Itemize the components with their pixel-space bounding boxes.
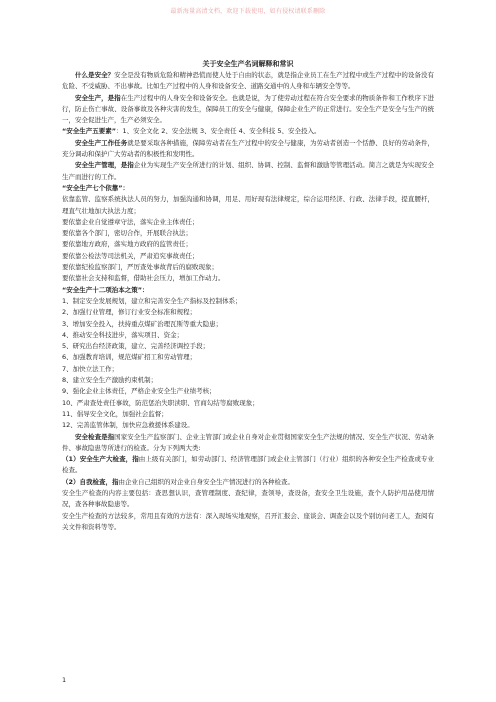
term-work-task: 安全生产工作任务 bbox=[75, 138, 128, 147]
text-self-inspection: 由企业自己组织的对企业自身安全生产情况进行的各种检查。 bbox=[118, 477, 295, 486]
text-safety: 安全是没有物质危险和精神恐慌而使人处于自由的状态，就是指企业员工在生产过程中或生产过程中的设备没有危险、不受威胁、不出事故。比如生产过程中的人身和设备安全、道路交通中的人身和车辆安全等等。 bbox=[62, 71, 435, 91]
paragraph-self-inspection bbox=[62, 477, 434, 488]
document-body bbox=[62, 58, 434, 533]
paragraph-five-elements bbox=[62, 126, 434, 137]
term-self-inspection: （2）自我检查，指 bbox=[62, 477, 119, 486]
list-item: 11、倡导安全文化，加强社会监督； bbox=[62, 409, 168, 418]
text-management: 企业为实现生产安全所进行的计划、组织、协调、控制、监督和激励等管理活动。简言之就是为实现安全生产而进行的工作。 bbox=[62, 161, 435, 181]
paragraph-safe-production bbox=[62, 93, 434, 127]
list-item: 12、完善监管体制，加快应急救援体系建设。 bbox=[62, 421, 194, 430]
header-watermark-note: 最新海量高清文档，欢迎下载使用，如有侵权请联系删除 bbox=[170, 8, 326, 15]
paragraph-inspection-content: 安全生产检查的内容主要包括：查思想认识，查管理制度、查纪律，查领导，查设备，查安全卫生设施，查个人防护用品使用情况，查各种事故隐患等。 bbox=[62, 488, 434, 509]
list-item: 9、强化企业主体责任，严格企业安全生产业绩考核； bbox=[62, 387, 216, 396]
term-safe-production: 安全生产，是指 bbox=[75, 93, 121, 102]
text-inspection: 国家安全生产监察部门、企业主管部门或企业自身对企业贯彻国家安全生产法规的情况、安全生产状况、劳动条件、事故隐患等所进行的检查。分为下列两大类: bbox=[62, 432, 435, 452]
paragraph-safety bbox=[62, 70, 434, 93]
list-item: 要依靠纪检监察部门，严厉查处事故背后的腐败现象； bbox=[62, 263, 218, 272]
heading-twelve-measures: “安全生产十二项治本之策”： bbox=[62, 285, 149, 294]
list-item: 要依靠各个部门，密切合作，开展联合执法； bbox=[62, 229, 192, 238]
term-safety: 什么是安全？ bbox=[75, 71, 115, 79]
term-five-elements: “安全生产五要素” bbox=[62, 127, 117, 136]
list-item: 要依靠公检法等司法机关，严肃追究事故责任； bbox=[62, 251, 199, 260]
list-item: 要依靠地方政府，落实地方政府的监管责任； bbox=[62, 240, 192, 249]
paragraph-management bbox=[62, 160, 434, 183]
text-work-task: 就是要采取各种措施，保障劳动者在生产过程中的安全与健康，为劳动者创造一个恬静、良好的劳动条件，充分调动和保护广大劳动者的积极性和发明性。 bbox=[62, 138, 435, 159]
list-item: 7、加快立法工作； bbox=[62, 364, 119, 373]
list-item: 8、建立安全生产激励约束机制； bbox=[62, 376, 158, 385]
list-item: 2、加强行业管理，修订行业安全标准和规程； bbox=[62, 308, 197, 317]
term-management: 安全生产管理，是指 bbox=[75, 161, 134, 170]
document-title: 关于安全生产名词解释和常识 bbox=[202, 60, 294, 68]
text-major-inspection: 由上级有关部门，如劳动部门、经济管理部门或企业主管部门（行业）组织的各种安全生产检查或专业检查。 bbox=[62, 455, 435, 475]
list-item: 依靠监管、监察系统执法人员的努力，加强沟通和协调，用足、用好现有法律规定，综合运用经济、行政、法律手段，提直腰杆，理直气壮地加大执法力度； bbox=[62, 195, 434, 215]
list-item: 4、推动安全科技进步，落实项目、资金； bbox=[62, 330, 184, 339]
list-item: 10、严肃查处责任事故，防范惩治失职渎职、官商勾结等腐败现象； bbox=[62, 398, 259, 407]
paragraph-inspection bbox=[62, 432, 434, 455]
text-safe-production: 在生产过程中的人身安全和设备安全。也就是说，为了使劳动过程在符合安全要求的物质条件和工作秩序下进行，防止伤亡事故、设备事故及各种灾害的发生，保障员工的安全与健康，保障企业生产的正常进行。安全生产是安全与生产的统一，安全促进生产，生产必须安全。 bbox=[62, 93, 435, 125]
list-item: 要依靠社会支持和监督，借助社会压力，增加工作动力。 bbox=[62, 274, 225, 283]
paragraph-major-inspection bbox=[62, 454, 434, 477]
term-inspection: 安全检查是指 bbox=[75, 432, 115, 441]
list-item: 5、研究出台经济政策，建立、完善经济调控手段； bbox=[62, 342, 210, 351]
term-major-inspection: （1）安全生产大检查，指 bbox=[62, 455, 139, 464]
list-item: 要依靠企业自觉遵章守法，落实企业主体责任； bbox=[62, 217, 199, 226]
list-item: 3、增加安全投入，扶持重点煤矿治理瓦斯等重大隐患； bbox=[62, 319, 223, 328]
heading-seven-reliances: “安全生产七个依靠”： bbox=[62, 183, 130, 192]
page-number: 1 bbox=[62, 676, 67, 684]
paragraph-work-task bbox=[62, 138, 434, 161]
paragraph-inspection-methods: 安全生产检查的方法较多，常用且有效的方法有：深入现场实地观察，召开汇报会、座谈会、调查会以及个别访问老工人，查阅有关文件和资料等等。 bbox=[62, 511, 434, 531]
list-item: 1、制定安全发展规划，建立和完善安全生产指标及控制体系； bbox=[62, 296, 242, 305]
list-item: 6、加强教育培训，规范煤矿招工和劳动管理； bbox=[62, 353, 197, 362]
text-five-elements: ：1、安全文化 2、安全法规 3、安全责任 4、安全科技 5、安全投入。 bbox=[116, 127, 321, 136]
